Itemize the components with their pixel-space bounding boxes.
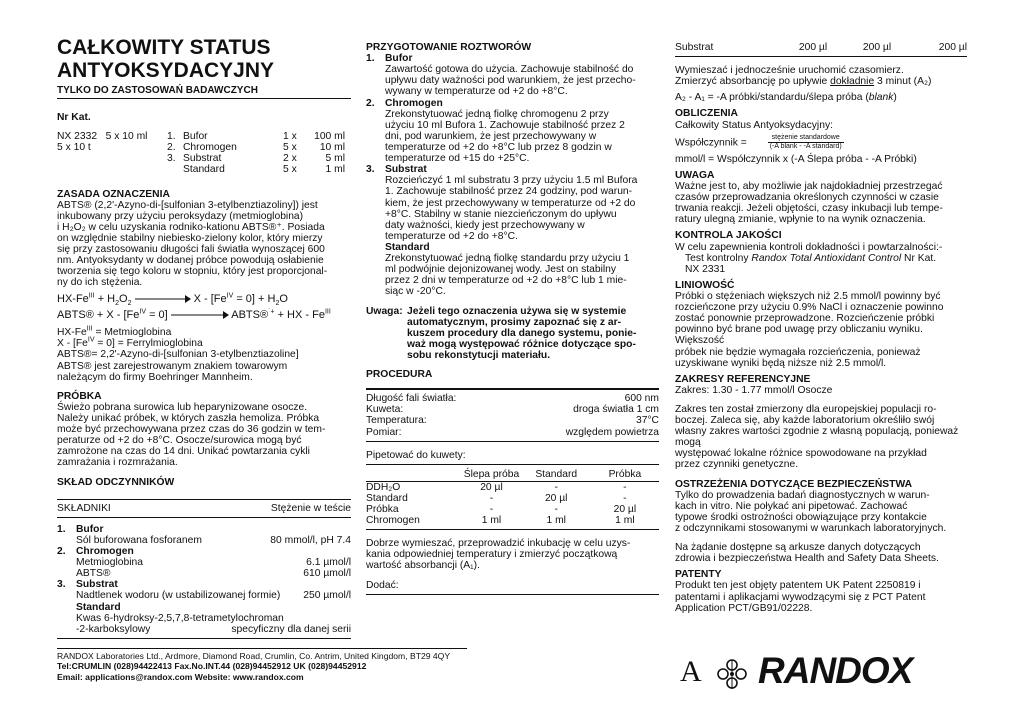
warning-text xyxy=(675,181,967,225)
factor-denominator: (-A blank - -A standard) xyxy=(769,142,842,150)
prep-line: 1. Zachowuje stabilność przez 24 godziny, pod warun- xyxy=(385,186,633,198)
column-middle xyxy=(366,42,659,598)
component-concentration: 6.1 µmol/l xyxy=(306,557,351,569)
pipette-col-blank xyxy=(366,468,461,482)
prep-line: ml podwójnie dejonizowanej wody. Jest on stabilny xyxy=(385,264,617,276)
component-concentration: 610 µmol/l xyxy=(303,568,351,580)
automation-note: Uwaga: Jeżeli tego oznaczenia używa się w systemie automatycznym, prosimy zapoznać się z ar- kuszem procedury dla danego systemu, ponie- waż mogą występować różnice dotyczące spo- sobu rekonstytucji materiału. xyxy=(366,305,637,361)
sample-line: peraturze od +2 do +8°C. Osocze/surowica mogą być xyxy=(57,435,302,447)
param-label: Kuweta: xyxy=(366,404,404,416)
prep-line: siąc w -20°C. xyxy=(385,286,446,298)
safety-line: Tylko do prowadzenia badań diagnostycznych w warun- xyxy=(675,489,930,501)
prep-number: 3. xyxy=(366,164,375,176)
component-concentration: 250 µmol/l xyxy=(303,590,351,602)
kit-row xyxy=(167,153,345,164)
composition-row xyxy=(57,590,351,601)
msds-line: Na żądanie dostępne są arkusze danych dotyczących xyxy=(675,542,921,554)
pipette-row xyxy=(366,481,659,493)
pipette-volume: - xyxy=(489,492,494,504)
sample-heading: PRÓBKA xyxy=(57,390,102,402)
prep-line: daty ważności, kiedy jest przechowywany w xyxy=(385,219,585,231)
prep-name: Substrat xyxy=(385,164,427,176)
preparation-list xyxy=(366,53,659,297)
procedure-param xyxy=(366,404,659,415)
prep-line: użyciu 10 ml Bufora 1. Zachowuje stabilność przez 2 xyxy=(385,119,625,131)
sample-line: zamrażania i rozmrażania. xyxy=(57,457,178,469)
group-number: 2. xyxy=(57,546,66,558)
definition-line: ABTS®= 2,2'-Azyno-di-[sulfonian 3-etylbenztiazoline] xyxy=(57,349,299,361)
kit-volume: 5 ml xyxy=(325,153,345,165)
warning-line: Ważne jest to, aby możliwie jak najdokładniej przestrzegać xyxy=(675,180,943,192)
param-value: 37°C xyxy=(635,415,659,427)
reference-text xyxy=(675,404,967,471)
title-line-1: CAŁKOWITY STATUS xyxy=(57,36,271,59)
pipette-row xyxy=(366,493,659,504)
kit-row xyxy=(167,164,345,175)
delta-absorbance: A₂ - A₁ = -A próbki/standardu/ślepa próba (blank) xyxy=(675,92,897,104)
column-left xyxy=(57,36,351,642)
footer xyxy=(57,648,467,682)
pipette-volume: - xyxy=(554,481,558,493)
definition-line: $HX-Fe^{III}$ = Metmioglobina xyxy=(57,325,172,339)
composition-row xyxy=(57,535,351,546)
principle-line: i H₂O₂ w celu uzyskania rodniko-kationu ABTS®⁺. Posiada xyxy=(57,221,325,233)
patent-line: patentami i aplikacjami wywodzącymi się z PCT Patent xyxy=(675,591,926,603)
definition-line: $X - [Fe^{IV} = 0]$ = Ferrylmioglobina xyxy=(57,336,203,350)
safety-text xyxy=(675,490,967,534)
patent-text xyxy=(675,580,967,613)
prep-line: wywany w temperaturze od +2 do +8°C. xyxy=(385,86,568,98)
procedure-param xyxy=(366,393,659,404)
prep-item-heading xyxy=(366,242,659,253)
sample-text xyxy=(57,402,351,469)
composition-group xyxy=(57,546,351,557)
param-value: 600 nm xyxy=(624,393,659,405)
reaction-arrow-icon xyxy=(135,295,191,303)
pipette-label: Pipetować do kuwety: xyxy=(366,449,466,461)
prep-item-heading xyxy=(366,98,659,109)
composition-row xyxy=(57,568,351,579)
kit-name: Standard xyxy=(183,164,225,176)
warning-heading: UWAGA xyxy=(675,169,715,181)
composition-header: SKŁADNIKI Stężenie w teście xyxy=(57,502,351,514)
kit-volume: 10 ml xyxy=(319,142,345,154)
composition-row xyxy=(57,557,351,568)
group-name: Bufor xyxy=(76,523,104,535)
component-concentration: 80 mmol/l, pH 7.4 xyxy=(270,534,351,546)
kit-no: 3. xyxy=(167,153,176,165)
kit-qty: 5 x xyxy=(283,164,297,176)
underlined-word: dokładnie xyxy=(830,76,875,88)
procedure-param xyxy=(366,415,659,426)
linearity-line: Próbki o stężeniach większych niż 2.5 mmol/l powinny być xyxy=(675,290,941,302)
kit-name: Substrat xyxy=(183,153,222,165)
warning-line: czasów przeprowadzania określonych czynności w czasie xyxy=(675,192,939,204)
sample-line: Należy unikać próbek, w których zaszła hemoliza. Próbka xyxy=(57,413,320,425)
footer-phone: Tel:CRUMLIN (028)94422413 Fax.No.INT.44 (028)94452912 UK (028)94452912 xyxy=(57,661,367,672)
kit-no: 2. xyxy=(167,142,176,154)
procedure-heading: PROCEDURA xyxy=(366,369,433,381)
composition-table xyxy=(57,524,351,635)
patent-line: Produkt ten jest objęty patentem UK Patent 2250819 i xyxy=(675,580,921,592)
definition-line: ABTS® jest zarejestrowanym znakiem towarowym xyxy=(57,360,288,372)
prep-name: Bufor xyxy=(385,53,413,65)
kit-qty: 2 x xyxy=(283,153,297,165)
linearity-line: rozcieńczone przy użyciu 0.9% NaCl i oznaczenie powinno xyxy=(675,302,944,314)
prep-line: kiem, że jest przechowywany w temperaturze od +2 do xyxy=(385,197,636,209)
qc-line-2: Test kontrolny Randox Total Antioxidant Control Nr Kat. xyxy=(685,252,937,264)
reference-range: Zakres: 1.30 - 1.77 mmol/l Osocze xyxy=(675,384,833,396)
safety-line: kach in vitro. Nie połykać ani pipetować. Zachować xyxy=(675,500,908,512)
prep-number: 2. xyxy=(366,97,375,109)
calculation-line: Całkowity Status Antyoksydacyjny: xyxy=(675,119,833,131)
logo-letter: A xyxy=(680,655,702,688)
patent-line: Application PCT/GB91/02228. xyxy=(675,602,813,614)
pipette-volume: 1 ml xyxy=(615,515,635,527)
definition-line: należącym do firmy Boehringer Mannheim. xyxy=(57,371,253,383)
group-number: 3. xyxy=(57,579,66,591)
pipette-volume: - xyxy=(623,481,627,493)
prep-item-heading xyxy=(366,164,659,175)
column-right xyxy=(675,42,967,614)
kit-no: 1. xyxy=(167,131,176,143)
catalog-block xyxy=(57,131,351,175)
pipette-col-header: Próbka xyxy=(608,468,642,480)
safety-line: typowe środki ostrożności obowiązujące przy kontakcie xyxy=(675,511,927,523)
reference-line: własny zakres wartości zgodnie z własną populacją, ponieważ mogą xyxy=(675,426,959,449)
qc-heading: KONTROLA JAKOŚCI xyxy=(675,230,782,242)
warning-line: trwania reakcji. Jeżeli objętości, czasy inkubacji lub tempe- xyxy=(675,203,943,215)
note-line: kuszem procedury dla danego systemu, ponie- xyxy=(407,327,637,339)
pipette-volume: - xyxy=(554,504,558,516)
pipette-volume: 1 ml xyxy=(546,515,566,527)
pipette-volume: 1 ml xyxy=(481,515,502,527)
prep-name: Standard xyxy=(385,241,430,253)
linearity-line: powinno być brane pod uwagę przy obliczaniu wyniku. Większość xyxy=(675,324,923,347)
note-line: automatycznym, prosimy zapoznać się z ar- xyxy=(407,316,622,328)
pipette-reagent: Chromogen xyxy=(366,515,420,527)
linearity-text xyxy=(675,291,967,369)
reference-line: występować lokalne różnice spowodowane na przykład xyxy=(675,448,927,460)
catalog-heading: Nr Kat. xyxy=(57,111,91,123)
reaction-equation-2: ABTS® + $X - [Fe^{IV} = 0]$ ABTS®˙+ + HX - $Fe^{III}$ xyxy=(57,308,331,322)
composition-heading: SKŁAD ODCZYNNIKÓW xyxy=(57,476,175,488)
qc-line-1: W celu zapewnienia kontroli dokładności i powtarzalności:- xyxy=(675,241,943,253)
prep-item-heading xyxy=(366,53,659,64)
msds-line: zdrowia i bezpieczeństwa Health and Safety Data Sheets. xyxy=(675,553,939,565)
mix-line: Dobrze wymieszać, przeprowadzić inkubację w celu uzys- xyxy=(366,538,631,550)
param-label: Pomiar: xyxy=(366,426,402,438)
principle-line: inkubowany przy użyciu peroksydazy (metmioglobina) xyxy=(57,210,304,222)
catalog-number: NX 2332 xyxy=(57,131,98,143)
group-name: Standard xyxy=(76,601,121,613)
principle-line: tworzenia się tego koloru w stopniu, który jest proporcjonal- xyxy=(57,266,328,278)
sample-line: może być przechowywana przez czas do 36 godzin w tem- xyxy=(57,424,326,436)
reference-line: Zakres ten został zmierzony dla europejskiej populacji ro- xyxy=(675,403,937,415)
kit-qty: 1 x xyxy=(283,131,297,143)
pipette-reagent: Standard xyxy=(366,492,408,504)
note-line: waż mogą występować różnice dotyczące spo- xyxy=(407,338,636,350)
definitions xyxy=(57,327,351,383)
reaction-arrow-icon xyxy=(171,311,229,319)
component-name: Metmioglobina xyxy=(76,557,143,569)
param-label: Temperatura: xyxy=(366,415,427,427)
factor-numerator: stężenie standardowe xyxy=(768,134,844,143)
reference-line: boczej. Zaleca się, aby każde laboratorium określiło swój xyxy=(675,415,935,427)
linearity-line: zostać ponownie przeprowadzone. Rozcieńczenie próbki xyxy=(675,313,935,325)
pipetting-table xyxy=(366,468,659,527)
calculation-heading: OBLICZENIA xyxy=(675,108,738,120)
param-value: względem powietrza xyxy=(565,426,659,438)
warning-line: ratury ulegną zmianie, wpłynie to na wynik oznaczenia. xyxy=(675,214,926,226)
measure-after-3-min: Zmierzyć absorbancję po upływie dokładnie 3 minut (A₂) xyxy=(675,76,932,88)
prep-line: Zawartość gotowa do użycia. Zachowuje stabilność do xyxy=(385,64,634,76)
pipette-volume: 20 µl xyxy=(544,492,568,504)
component-name: Nadtlenek wodoru (w ustabilizowanej formie) xyxy=(76,590,281,602)
pipette-row xyxy=(366,515,659,526)
pack-size-1: 5 x 10 ml xyxy=(105,131,148,143)
prep-name: Chromogen xyxy=(385,97,443,109)
linearity-line: uzyskiwane wyniki będą niższe niż 2.5 mmol/l. xyxy=(675,357,887,369)
pipette-volume: - xyxy=(489,504,494,516)
logo-wordmark: RANDOX xyxy=(758,650,913,691)
msds-note xyxy=(675,542,967,564)
component-name: Sól buforowana fosforanem xyxy=(76,534,202,546)
prep-line: +8°C. Stabilny w stanie niezcieńczonym do upływu xyxy=(385,208,617,220)
kit-no xyxy=(167,164,183,175)
pipette-volume: 20 µl xyxy=(613,504,637,516)
composition-row xyxy=(57,613,351,624)
factor-formula: Współczynnik = $\frac{\text{stężenie standardowe}}{\text{(-A blank - -A standard)}}$ xyxy=(675,133,842,150)
kit-row xyxy=(167,142,345,153)
procedure-parameters xyxy=(366,393,659,437)
principle-heading: ZASADA OZNACZENIA xyxy=(57,188,170,200)
principle-text xyxy=(57,200,351,289)
component-name: -2-karboksylowy xyxy=(76,623,151,635)
kit-qty: 5 x xyxy=(283,142,297,154)
reaction-equation-1: $HX-Fe^{III} + H_2O_2$ $X - [Fe^{IV} = 0] + H_2O$ xyxy=(57,291,288,307)
qc-line-3: NX 2331 xyxy=(685,263,726,275)
safety-heading: OSTRZEŻENIA DOTYCZĄCE BEZPIECZEŃSTWA xyxy=(675,478,913,490)
prep-line: Rozcieńczyć 1 ml substratu 3 przy użyciu 1.5 ml Bufora xyxy=(385,175,638,187)
component-name: ABTS® xyxy=(76,568,111,580)
research-use-only-subtitle: TYLKO DO ZASTOSOWAŃ BADAWCZYCH xyxy=(57,86,351,99)
pipette-reagent: DDH₂O xyxy=(366,481,401,493)
pack-size-2: 5 x 10 t xyxy=(57,142,91,154)
pipette-col-header: Standard xyxy=(535,468,578,480)
linearity-heading: LINIOWOŚĆ xyxy=(675,279,735,291)
pipette-reagent: Próbka xyxy=(366,504,399,516)
mix-start-timer: Wymieszać i jednocześnie uruchomić czasomierz. xyxy=(675,65,904,77)
kit-name: Bufor xyxy=(183,131,208,143)
document-title xyxy=(57,36,351,82)
prep-line: temperaturze od +2 do +8°C. xyxy=(385,230,518,242)
param-value: droga światła 1 cm xyxy=(573,404,659,416)
prep-line: dni, pod warunkiem, że jest przechowywany w xyxy=(385,130,597,142)
composition-group xyxy=(57,602,351,613)
mixing-instructions xyxy=(366,538,659,571)
prep-line: temperaturze od +2 do +8°C lub przez 8 godzin w xyxy=(385,141,612,153)
sample-line: Świeżo pobrana surowica lub heparynizowane osocze. xyxy=(57,401,308,413)
kit-volume: 1 ml xyxy=(325,164,345,176)
principle-line: ny do ich stężenia. xyxy=(57,277,143,289)
group-number: 1. xyxy=(57,523,66,535)
kit-name: Chromogen xyxy=(183,142,237,154)
prep-line: temperaturze od +15 do +25°C. xyxy=(385,153,530,165)
composition-row xyxy=(57,624,351,635)
preparation-heading: PRZYGOTOWANIE ROZTWORÓW xyxy=(366,42,532,53)
linearity-line: próbek nie będzie wymagała rozcieńczenia, ponieważ xyxy=(675,346,921,358)
prep-line: Zrekonstytuować jedną fiolkę chromogenu 2 przy xyxy=(385,108,609,120)
composition-group xyxy=(57,579,351,590)
pipette-volume: 20 µl xyxy=(480,481,503,493)
kit-volume: 100 ml xyxy=(314,131,345,143)
prep-line: przez 2 dni w temperaturze od +2 do +8°C lub 1 mie- xyxy=(385,275,627,287)
principle-line: on względnie stabilny niebiesko-zielony kolor, który mierzy xyxy=(57,232,323,244)
principle-line: nm. Antyoksydanty w dodanej próbce powodują osłabienie xyxy=(57,255,324,267)
mix-line: kania odpowiedniej temperatury i zmierzyć początkową xyxy=(366,549,618,561)
procedure-param xyxy=(366,427,659,438)
reference-line: przez czynniki genetyczne. xyxy=(675,459,799,471)
mix-line: wartość absorbancji (A₁). xyxy=(366,560,480,572)
pipette-col-header: Ślepa próba xyxy=(463,468,520,480)
param-label: Długość fali światła: xyxy=(366,393,457,405)
component-name: Kwas 6-hydroksy-2,5,7,8-tetrametylochroman xyxy=(76,612,284,624)
pipette-row xyxy=(366,504,659,515)
add-label: Dodać: xyxy=(366,579,399,591)
footer-contact: Email: applications@randox.com Website: www.randox.com xyxy=(57,671,304,682)
note-line: Jeżeli tego oznaczenia używa się w systemie xyxy=(407,305,627,317)
sample-line: zamrożone na czas do 14 dni. Unikać powtarzania cykli xyxy=(57,446,310,458)
prep-number: 1. xyxy=(366,53,375,65)
result-formula: mmol/l = Współczynnik x (-A Ślepa próba - -A Próbki) xyxy=(675,153,917,165)
blank-word: blank xyxy=(868,92,894,104)
principle-line: ABTS® (2,2'-Azyno-di-[sulfonian 3-etylbenztiazoliny]) jest xyxy=(57,199,318,211)
kit-contents-table xyxy=(167,131,345,175)
note-line: sobu rekonstytucji materiału. xyxy=(407,349,551,361)
trefoil-crest-icon xyxy=(712,658,752,692)
randox-logo xyxy=(676,652,966,696)
title-line-2: ANTYOKSYDACYJNY xyxy=(57,59,275,83)
safety-line: z odczynnikami stosowanymi w warunkach laboratoryjnych. xyxy=(675,523,947,535)
kit-row xyxy=(167,131,345,142)
footer-address: RANDOX Laboratories Ltd., Ardmore, Diamond Road, Crumlin, Co. Antrim, United Kingdom, BT29 4QY xyxy=(57,651,451,661)
group-name: Chromogen xyxy=(76,546,134,558)
substrat-row: Substrat 200 µl 200 µl 200 µl xyxy=(675,42,967,53)
pipette-volume: - xyxy=(623,492,627,504)
reference-heading: ZAKRESY REFERENCYJNE xyxy=(675,373,811,385)
component-concentration: specyficzny dla danej serii xyxy=(231,623,351,635)
prep-line: Zrekonstytuować jedną fiolkę standardu przy użyciu 1 xyxy=(385,253,630,265)
composition-group xyxy=(57,524,351,535)
group-name: Substrat xyxy=(76,579,118,591)
patent-heading: PATENTY xyxy=(675,569,722,581)
prep-line: upływu daty ważności pod warunkiem, że jest przecho- xyxy=(385,75,636,87)
principle-line: się przy zastosowaniu długości fali światła wynoszącej 600 xyxy=(57,244,325,256)
